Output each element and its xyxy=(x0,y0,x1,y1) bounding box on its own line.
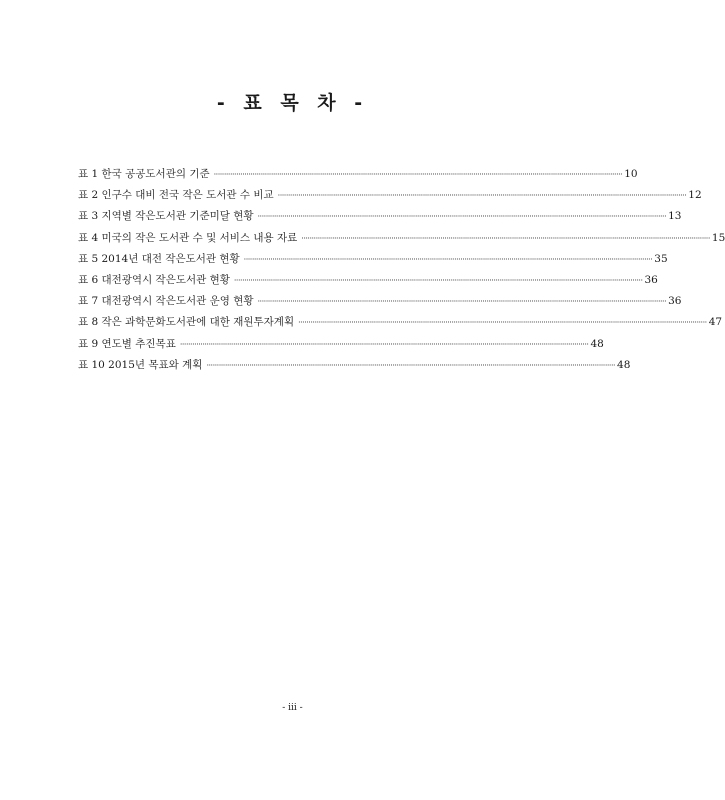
dot-leader: ········································································································································································································ xyxy=(257,212,667,222)
toc-entry-page: 47 xyxy=(708,316,723,329)
toc-entry-page: 15 xyxy=(711,231,725,244)
toc-entry[interactable] xyxy=(78,208,682,229)
toc-entry-page: 13 xyxy=(668,210,682,223)
toc-entry[interactable] xyxy=(78,166,638,187)
toc-entry[interactable] xyxy=(78,293,682,314)
toc-entry-label: 표 5 2014년 대전 작은도서관 현황 xyxy=(78,252,240,265)
toc-entry-label: 표 1 한국 공공도서관의 기준 xyxy=(78,168,210,180)
toc-entry-page: 12 xyxy=(688,189,702,202)
toc-entry-page: 48 xyxy=(617,358,631,371)
toc-entry-page: 48 xyxy=(590,337,604,350)
dot-leader: ········································································································································································································ xyxy=(277,191,687,201)
dot-leader: ········································································································································································································ xyxy=(213,170,623,179)
toc-entry-label: 표 8 작은 과학문화도서관에 대한 재원투자계획 xyxy=(78,316,295,329)
toc-entry[interactable] xyxy=(78,357,631,378)
dot-leader: ········································································································································································································ xyxy=(257,297,667,307)
toc-entry[interactable] xyxy=(78,251,668,272)
toc-entry[interactable] xyxy=(78,336,604,357)
page-number: - iii - xyxy=(282,703,303,713)
toc-entry[interactable] xyxy=(78,187,702,208)
table-of-tables xyxy=(78,166,725,378)
dot-leader: ········································································································································································································ xyxy=(243,254,653,264)
dot-leader: ········································································································································································································ xyxy=(301,233,710,243)
toc-entry-label: 표 7 대전광역시 작은도서관 운영 현황 xyxy=(78,295,254,308)
toc-entry-page: 36 xyxy=(644,273,658,286)
dot-leader: ········································································································································································································ xyxy=(206,360,616,370)
toc-entry-label: 표 10 2015년 목표와 계획 xyxy=(78,358,203,371)
toc-entry[interactable] xyxy=(78,314,723,335)
toc-entry-label: 표 9 연도별 추진목표 xyxy=(78,337,176,350)
toc-entry-page: 36 xyxy=(668,295,682,308)
dot-leader: ········································································································································································································ xyxy=(233,275,643,285)
dot-leader: ········································································································································································································ xyxy=(179,339,589,349)
toc-entry-page: 10 xyxy=(624,168,638,180)
page-title: - 표 목 차 - xyxy=(216,92,369,114)
toc-entry-page: 35 xyxy=(654,252,668,265)
toc-entry[interactable] xyxy=(78,230,725,251)
toc-entry-label: 표 2 인구수 대비 전국 작은 도서관 수 비교 xyxy=(78,189,274,202)
toc-entry-label: 표 6 대전광역시 작은도서관 현황 xyxy=(78,273,230,286)
dot-leader: ········································································································································································································ xyxy=(298,318,707,328)
toc-entry[interactable] xyxy=(78,272,658,293)
toc-entry-label: 표 3 지역별 작은도서관 기준미달 현황 xyxy=(78,210,254,223)
toc-entry-label: 표 4 미국의 작은 도서관 수 및 서비스 내용 자료 xyxy=(78,231,298,244)
